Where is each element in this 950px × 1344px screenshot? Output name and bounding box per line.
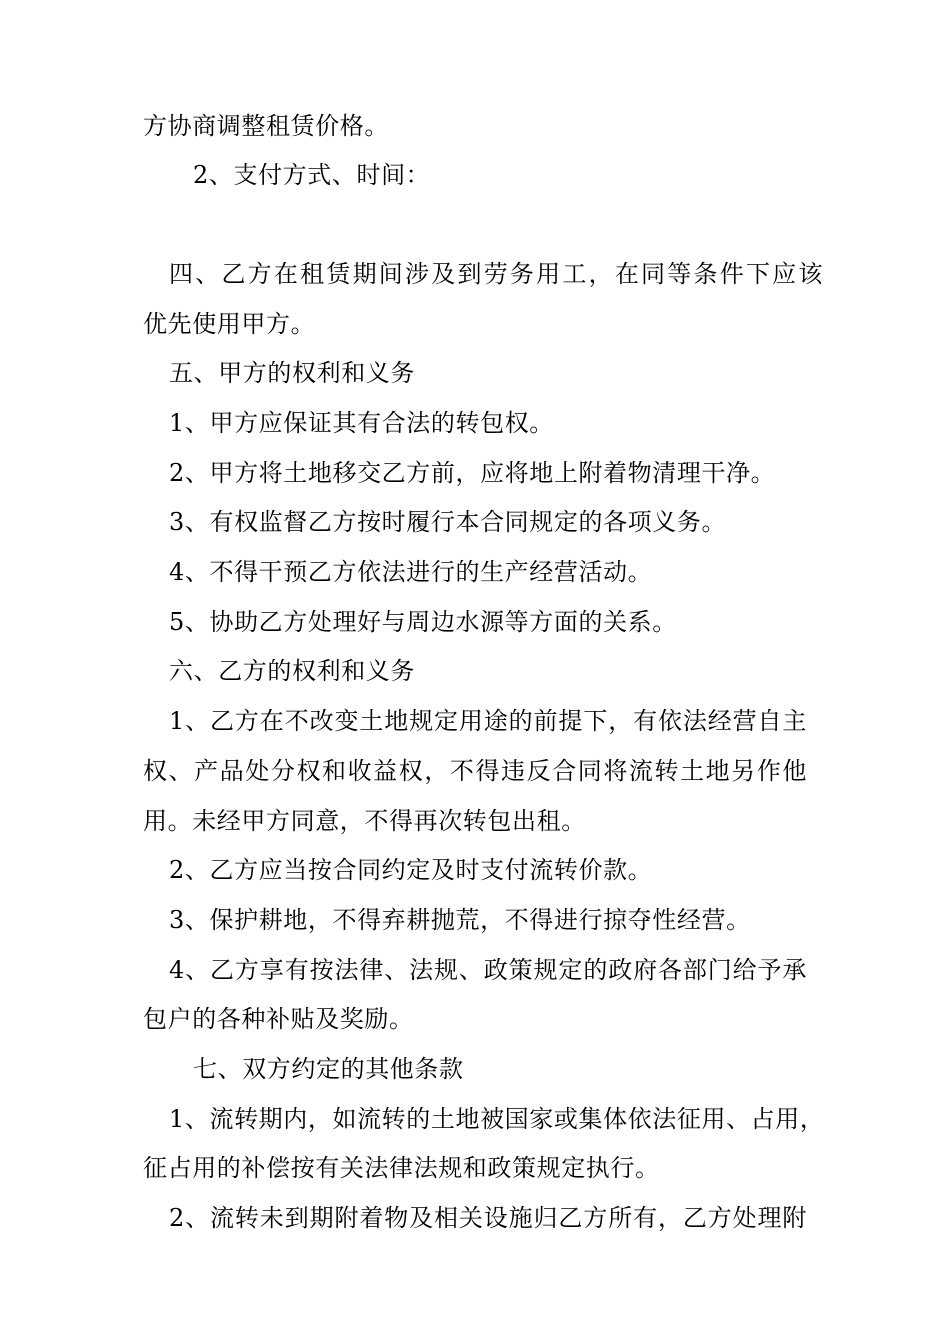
text-line: 3、有权监督乙方按时履行本合同规定的各项义务。 bbox=[169, 508, 727, 536]
text-line: 优先使用甲方。 bbox=[143, 310, 316, 338]
text-line: 1、流转期内，如流转的土地被国家或集体依法征用、占用， bbox=[169, 1105, 825, 1133]
text-line: 5、协助乙方处理好与周边水源等方面的关系。 bbox=[169, 608, 677, 636]
text-line: 包户的各种补贴及奖励。 bbox=[143, 1005, 414, 1033]
text-line: 权、产品处分权和收益权，不得违反合同将流转土地另作他 bbox=[143, 757, 807, 785]
text-line: 2、甲方将土地移交乙方前，应将地上附着物清理干净。 bbox=[169, 459, 776, 487]
text-line: 用。未经甲方同意，不得再次转包出租。 bbox=[143, 807, 586, 835]
text-line: 方协商调整租赁价格。 bbox=[143, 112, 389, 140]
text-line: 2、流转未到期附着物及相关设施归乙方所有，乙方处理附 bbox=[169, 1204, 807, 1232]
section-heading: 五、甲方的权利和义务 bbox=[169, 359, 415, 387]
text-line: 4、乙方享有按法律、法规、政策规定的政府各部门给予承 bbox=[169, 956, 807, 984]
text-line: 四、乙方在租赁期间涉及到劳务用工，在同等条件下应该 bbox=[169, 260, 823, 288]
text-line: 2、乙方应当按合同约定及时支付流转价款。 bbox=[169, 856, 653, 884]
section-heading: 六、乙方的权利和义务 bbox=[169, 657, 415, 685]
text-line: 1、乙方在不改变土地规定用途的前提下，有依法经营自主 bbox=[169, 707, 807, 735]
text-line: 1、甲方应保证其有合法的转包权。 bbox=[169, 409, 554, 437]
text-line: 3、保护耕地，不得弃耕抛荒，不得进行掠夺性经营。 bbox=[169, 906, 751, 934]
text-line: 2、支付方式、时间： bbox=[193, 161, 431, 189]
text-line: 征占用的补偿按有关法律法规和政策规定执行。 bbox=[143, 1154, 660, 1182]
section-heading: 七、双方约定的其他条款 bbox=[193, 1055, 464, 1083]
text-line: 4、不得干预乙方依法进行的生产经营活动。 bbox=[169, 558, 653, 586]
